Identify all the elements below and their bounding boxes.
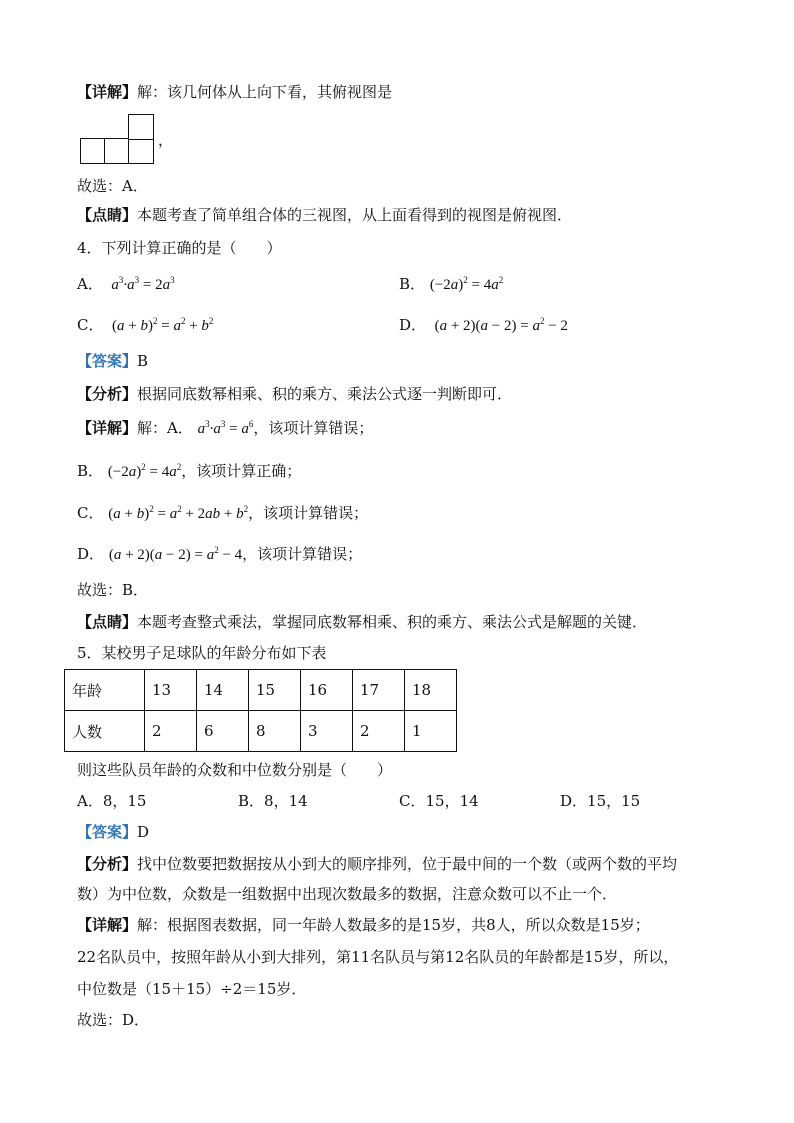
age-table xyxy=(64,669,457,752)
table-cell: 人数 xyxy=(65,711,145,752)
q4-option-c xyxy=(77,315,213,336)
q5-option-b: B．8，14 xyxy=(238,792,308,810)
detail-expr: $(-2a)^2 = 4a^2$ xyxy=(107,462,182,480)
table-row xyxy=(65,711,457,752)
answer-tag: 【答案】 xyxy=(77,823,138,841)
q4-option-b xyxy=(399,274,503,295)
figure-comma: ， xyxy=(158,131,174,149)
option-expr: $(-2a)^2 = 4a^2$ xyxy=(429,275,504,293)
comment-tag: 【点睛】 xyxy=(77,613,138,631)
table-cell: 17 xyxy=(353,670,405,711)
q5-detail-line-2: 22名队员中，按照年龄从小到大排列，第11名队员与第12名队员的年龄都是15岁，所以， xyxy=(77,948,679,966)
comment-text: 本题考查了简单组合体的三视图，从上面看得到的视图是俯视图． xyxy=(137,206,573,224)
analysis-tag: 【分析】 xyxy=(77,385,138,403)
detail-suffix: ，该项计算正确； xyxy=(181,462,302,480)
q5-option-c: C．15，14 xyxy=(399,792,479,810)
detail-expr: $(a + 2)(a - 2) = a^2 - 4$ xyxy=(108,545,243,563)
q4-comment-line xyxy=(77,612,647,632)
table-cell: 3 xyxy=(301,711,353,752)
option-label: A． xyxy=(77,275,103,293)
q4-analysis-line xyxy=(77,384,512,404)
table-cell: 18 xyxy=(405,670,457,711)
question-4-stem: 4．下列计算正确的是（ ） xyxy=(77,239,282,257)
detail-prefix: B． xyxy=(77,462,104,480)
answer-value: D xyxy=(137,823,150,841)
option-label: B． xyxy=(399,275,426,293)
detail-tag: 【详解】 xyxy=(77,916,138,934)
top-view-square xyxy=(128,114,154,140)
q4-detail-b xyxy=(77,461,301,482)
comment-tag: 【点睛】 xyxy=(77,206,138,224)
q4-option-a xyxy=(77,274,175,295)
answer-tag: 【答案】 xyxy=(77,352,138,370)
q5-detail-line-3: 中位数是（15＋15）÷2＝15岁． xyxy=(77,980,307,998)
answer-value: B xyxy=(137,352,149,370)
option-expr: $(a + 2)(a - 2) = a^2 - 2$ xyxy=(434,316,568,334)
q4-detail-a xyxy=(77,418,373,439)
detail-expr: $a^3\cdot a^3 = a^6$ xyxy=(197,419,254,437)
q5-analysis-line-2: 数）为中位数，众数是一组数据中出现次数最多的数据，注意众数可以不止一个． xyxy=(77,885,618,903)
detail-suffix: ，该项计算错误； xyxy=(248,504,369,522)
detail-suffix: ，该项计算错误； xyxy=(242,545,363,563)
detail-prefix: C． xyxy=(77,504,104,522)
table-cell: 1 xyxy=(405,711,457,752)
detail-text: 解：根据图表数据，同一年龄人数最多的是15岁，共8人，所以众数是15岁； xyxy=(137,916,650,934)
q5-option-d: D．15，15 xyxy=(560,792,641,810)
detail-expr: $(a + b)^2 = a^2 + 2ab + b^2$ xyxy=(108,504,249,522)
table-cell: 13 xyxy=(145,670,197,711)
table-cell: 15 xyxy=(249,670,301,711)
option-label: C． xyxy=(77,316,104,334)
option-expr: $(a + b)^2 = a^2 + b^2$ xyxy=(112,316,214,334)
detail-prefix: 解：A． xyxy=(137,419,193,437)
table-cell: 年龄 xyxy=(65,670,145,711)
table-cell: 2 xyxy=(145,711,197,752)
detail-line xyxy=(77,82,392,102)
table-cell: 14 xyxy=(197,670,249,711)
detail-text: 解：该几何体从上向下看，其俯视图是 xyxy=(137,83,393,101)
option-expr: $a^3\cdot a^3 = 2a^3$ xyxy=(107,275,175,293)
q4-detail-c xyxy=(77,503,368,524)
table-cell: 2 xyxy=(353,711,405,752)
analysis-tag: 【分析】 xyxy=(77,855,138,873)
q4-detail-d xyxy=(77,544,362,565)
table-row xyxy=(65,670,457,711)
top-view-square xyxy=(104,138,130,164)
table-cell: 16 xyxy=(301,670,353,711)
detail-tag: 【详解】 xyxy=(77,83,138,101)
q5-detail-line-1 xyxy=(77,915,650,935)
choose-line: 故选：A． xyxy=(77,177,148,195)
detail-tag: 【详解】 xyxy=(77,419,138,437)
question-5-stem: 5．某校男子足球队的年龄分布如下表 xyxy=(77,644,327,662)
analysis-text: 根据同底数幂相乘、积的乘方、乘法公式逐一判断即可． xyxy=(137,385,513,403)
table-cell: 6 xyxy=(197,711,249,752)
detail-suffix: ，该项计算错误； xyxy=(253,419,374,437)
q5-option-a: A．8，15 xyxy=(77,792,147,810)
question-5-text: 则这些队员年龄的众数和中位数分别是（ ） xyxy=(77,761,393,779)
q5-choose-line: 故选：D． xyxy=(77,1011,150,1029)
top-view-square xyxy=(128,138,154,164)
detail-prefix: D． xyxy=(77,545,105,563)
q4-answer-line xyxy=(77,351,148,371)
q4-choose-line: 故选：B． xyxy=(77,581,149,599)
q5-answer-line xyxy=(77,822,149,842)
top-view-square xyxy=(80,138,106,164)
comment-line xyxy=(77,205,572,225)
comment-text: 本题考查整式乘法，掌握同底数幂相乘、积的乘方、乘法公式是解题的关键． xyxy=(137,613,648,631)
q5-analysis-line-1 xyxy=(77,854,677,874)
q4-option-d xyxy=(399,315,568,336)
table-cell: 8 xyxy=(249,711,301,752)
analysis-text: 找中位数要把数据按从小到大的顺序排列，位于最中间的一个数（或两个数的平均 xyxy=(137,855,678,873)
option-label: D． xyxy=(399,316,427,334)
